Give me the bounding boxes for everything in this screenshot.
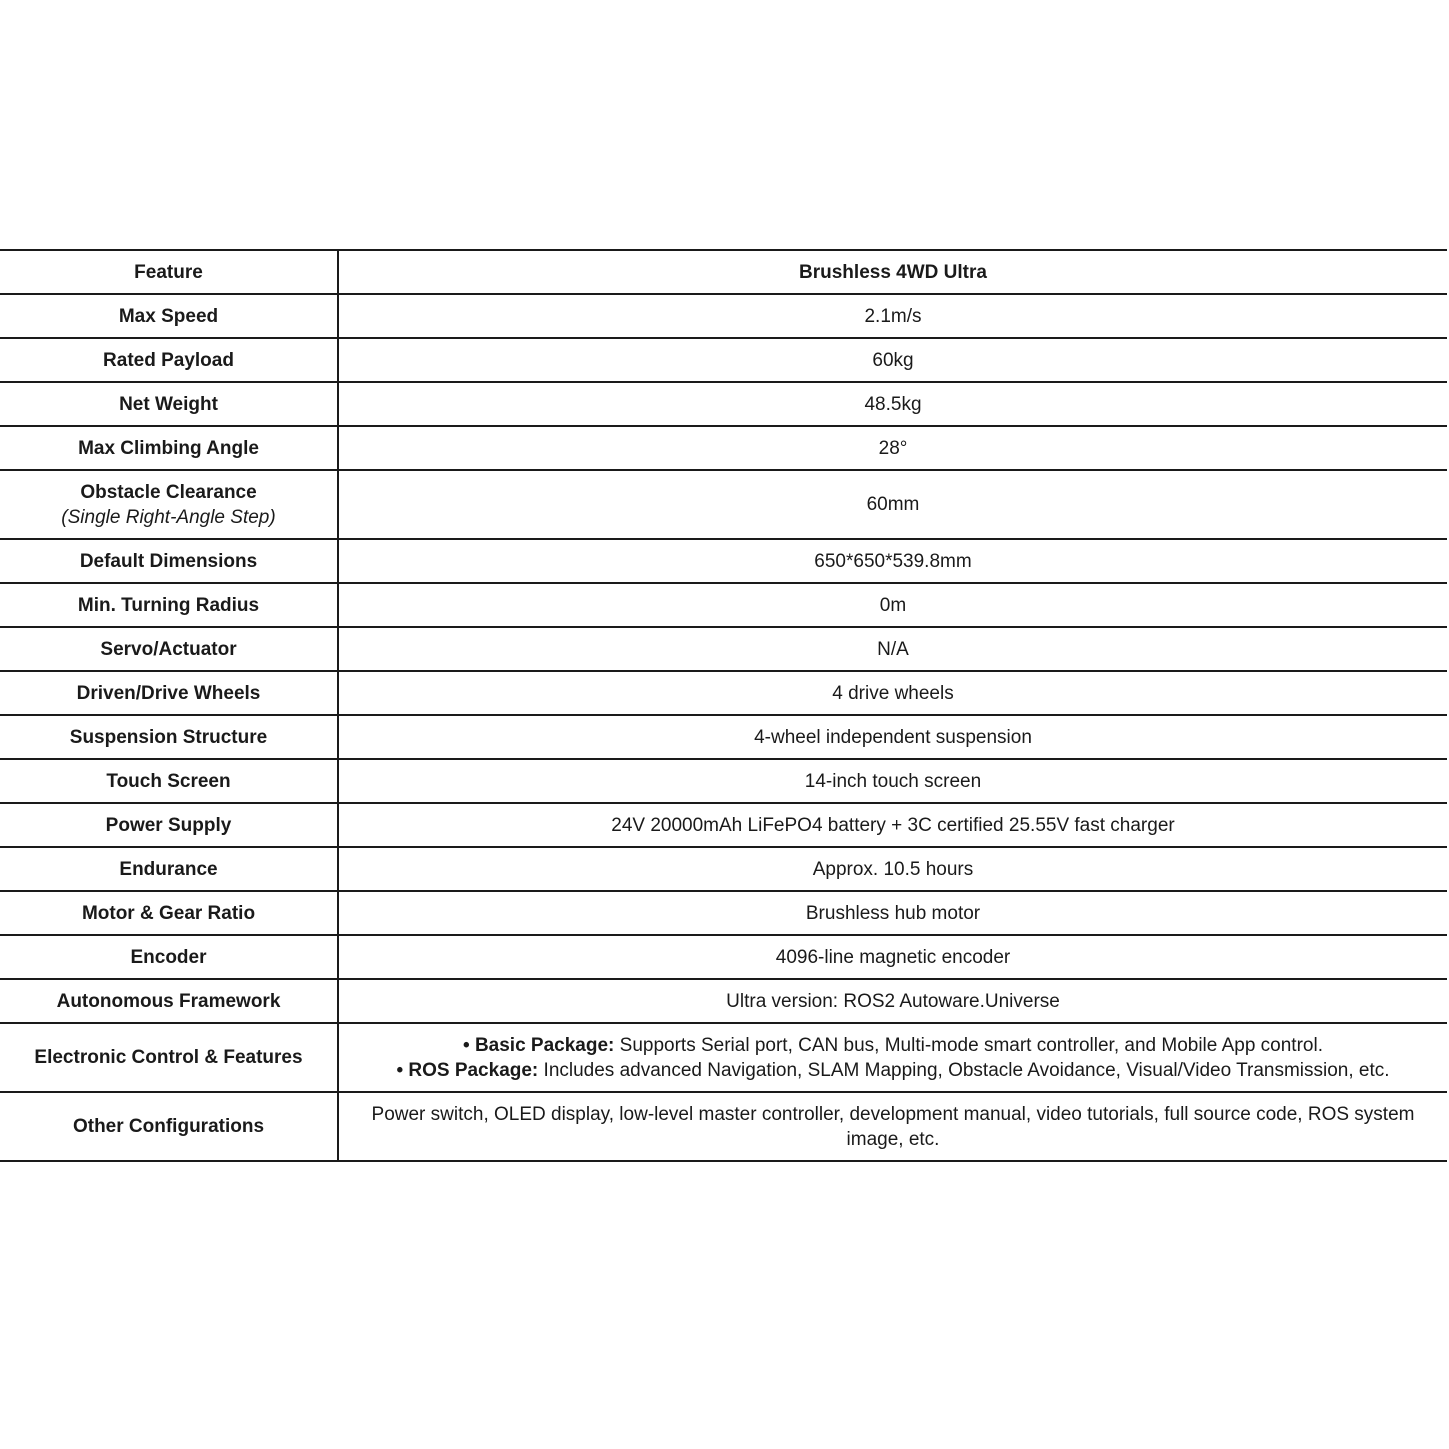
table-row bbox=[0, 891, 1447, 935]
bullet-label: • ROS Package: bbox=[396, 1059, 539, 1081]
value-cell bbox=[338, 1023, 1447, 1092]
feature-cell: Power Supply bbox=[0, 803, 338, 847]
value-cell: Approx. 10.5 hours bbox=[338, 847, 1447, 891]
table-row bbox=[0, 583, 1447, 627]
table-row bbox=[0, 671, 1447, 715]
feature-cell: Max Climbing Angle bbox=[0, 426, 338, 470]
table-row bbox=[0, 338, 1447, 382]
table-row bbox=[0, 1023, 1447, 1092]
bullet-item bbox=[349, 1033, 1437, 1058]
value-cell: 60kg bbox=[338, 338, 1447, 382]
value-cell: Brushless hub motor bbox=[338, 891, 1447, 935]
value-cell: 28° bbox=[338, 426, 1447, 470]
table-row bbox=[0, 470, 1447, 539]
table-header-row bbox=[0, 250, 1447, 294]
feature-cell: Touch Screen bbox=[0, 759, 338, 803]
value-cell: 4-wheel independent suspension bbox=[338, 715, 1447, 759]
value-cell: N/A bbox=[338, 627, 1447, 671]
spec-table bbox=[0, 249, 1447, 1162]
header-model: Brushless 4WD Ultra bbox=[338, 250, 1447, 294]
table-row bbox=[0, 426, 1447, 470]
table-row bbox=[0, 759, 1447, 803]
value-cell: 650*650*539.8mm bbox=[338, 539, 1447, 583]
value-cell: 60mm bbox=[338, 470, 1447, 539]
feature-cell: Endurance bbox=[0, 847, 338, 891]
feature-cell: Default Dimensions bbox=[0, 539, 338, 583]
table-row bbox=[0, 935, 1447, 979]
table-row bbox=[0, 979, 1447, 1023]
feature-cell: Encoder bbox=[0, 935, 338, 979]
feature-cell: Autonomous Framework bbox=[0, 979, 338, 1023]
value-cell: 0m bbox=[338, 583, 1447, 627]
value-cell: 24V 20000mAh LiFePO4 battery + 3C certified 25.55V fast charger bbox=[338, 803, 1447, 847]
feature-cell: Other Configurations bbox=[0, 1092, 338, 1161]
value-cell: 48.5kg bbox=[338, 382, 1447, 426]
table-row bbox=[0, 627, 1447, 671]
feature-cell: Servo/Actuator bbox=[0, 627, 338, 671]
bullet-item bbox=[349, 1058, 1437, 1083]
feature-cell bbox=[0, 470, 338, 539]
value-cell: 4 drive wheels bbox=[338, 671, 1447, 715]
value-cell: Power switch, OLED display, low-level master controller, development manual, video tutorials, full source code, ROS system image, etc. bbox=[338, 1092, 1447, 1161]
bullet-label: • Basic Package: bbox=[463, 1034, 615, 1056]
table-row bbox=[0, 715, 1447, 759]
bullet-text: Supports Serial port, CAN bus, Multi-mode smart controller, and Mobile App control. bbox=[614, 1034, 1323, 1056]
table-row bbox=[0, 382, 1447, 426]
feature-cell: Suspension Structure bbox=[0, 715, 338, 759]
feature-cell: Max Speed bbox=[0, 294, 338, 338]
table-row bbox=[0, 1092, 1447, 1161]
feature-cell: Motor & Gear Ratio bbox=[0, 891, 338, 935]
value-cell: 4096-line magnetic encoder bbox=[338, 935, 1447, 979]
table-row bbox=[0, 803, 1447, 847]
value-cell: 2.1m/s bbox=[338, 294, 1447, 338]
feature-cell: Electronic Control & Features bbox=[0, 1023, 338, 1092]
table-row bbox=[0, 847, 1447, 891]
feature-label: Obstacle Clearance bbox=[80, 481, 257, 503]
feature-cell: Driven/Drive Wheels bbox=[0, 671, 338, 715]
feature-cell: Rated Payload bbox=[0, 338, 338, 382]
header-feature: Feature bbox=[0, 250, 338, 294]
feature-cell: Min. Turning Radius bbox=[0, 583, 338, 627]
value-cell: Ultra version: ROS2 Autoware.Universe bbox=[338, 979, 1447, 1023]
feature-note: (Single Right-Angle Step) bbox=[61, 506, 276, 528]
table-row bbox=[0, 294, 1447, 338]
feature-cell: Net Weight bbox=[0, 382, 338, 426]
value-cell: 14-inch touch screen bbox=[338, 759, 1447, 803]
bullet-text: Includes advanced Navigation, SLAM Mapping, Obstacle Avoidance, Visual/Video Transmission, etc. bbox=[538, 1059, 1390, 1081]
table-row bbox=[0, 539, 1447, 583]
